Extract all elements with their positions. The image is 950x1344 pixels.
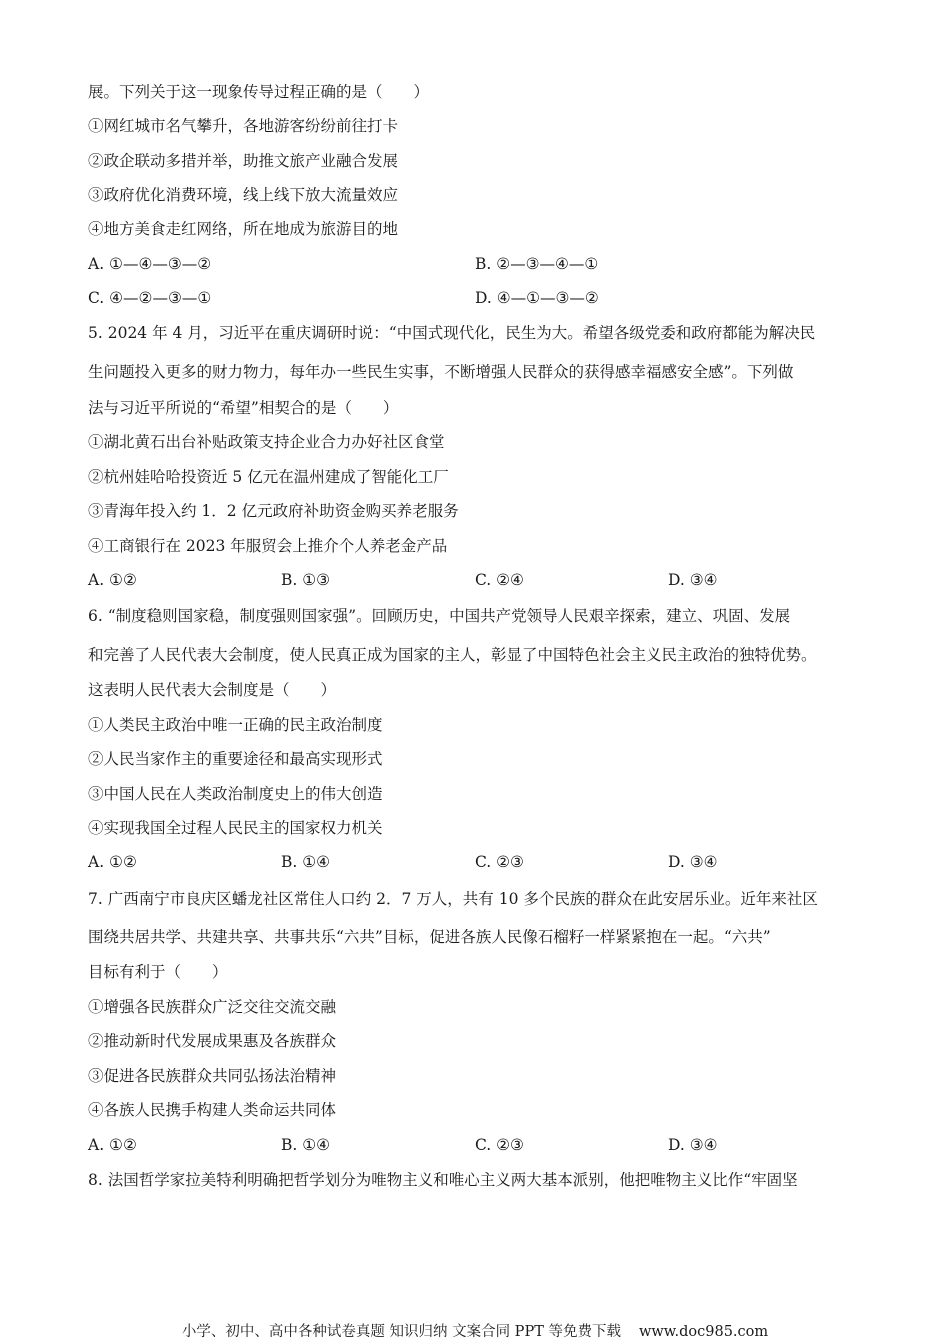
- q4-item-1: ①网红城市名气攀升，各地游客纷纷前往打卡: [88, 117, 399, 135]
- q7-item-2: ②推动新时代发展成果惠及各族群众: [88, 1032, 337, 1050]
- q5-stem-line-3: 法与习近平所说的“希望”相契合的是（ ）: [88, 399, 399, 417]
- q4-item-4: ④地方美食走红网络，所在地成为旅游目的地: [88, 220, 399, 238]
- q7-option-a: A. ①②: [88, 1136, 137, 1154]
- q5-item-2: ②杭州娃哈哈投资近 5 亿元在温州建成了智能化工厂: [88, 468, 449, 486]
- q5-stem-line-2: 生问题投入更多的财力物力，每年办一些民生实事，不断增强人民群众的获得感幸福感安全感”。下列做: [88, 363, 794, 381]
- q7-item-1: ①增强各民族群众广泛交往交流交融: [88, 998, 337, 1016]
- q7-option-d: D. ③④: [668, 1136, 718, 1154]
- q6-stem-line-3: 这表明人民代表大会制度是（ ）: [88, 681, 337, 699]
- q6-stem-line-2: 和完善了人民代表大会制度，使人民真正成为国家的主人，彰显了中国特色社会主义民主政治的独特优势。: [88, 646, 817, 664]
- q6-option-c: C. ②③: [475, 853, 524, 871]
- q6-option-d: D. ③④: [668, 853, 718, 871]
- q5-option-d: D. ③④: [668, 571, 718, 589]
- footer-url[interactable]: www.doc985.com: [638, 1324, 769, 1340]
- q4-item-3: ③政府优化消费环境，线上线下放大流量效应: [88, 186, 399, 204]
- q7-stem-line-2: 围绕共居共学、共建共享、共事共乐“六共”目标，促进各族人民像石榴籽一样紧紧抱在一起。“六共”: [88, 928, 771, 946]
- q5-option-c: C. ②④: [475, 571, 524, 589]
- q7-item-3: ③促进各民族群众共同弘扬法治精神: [88, 1067, 337, 1085]
- q7-option-b: B. ①④: [281, 1136, 331, 1154]
- q7-option-c: C. ②③: [475, 1136, 524, 1154]
- q6-stem-line-1: 6. “制度稳则国家稳，制度强则国家强”。回顾历史，中国共产党领导人民艰辛探索，建立、巩固、发展: [88, 607, 791, 625]
- q5-item-3: ③青海年投入约 1．2 亿元政府补助资金购买养老服务: [88, 502, 459, 520]
- q4-option-d: D. ④—①—③—②: [475, 289, 599, 307]
- q6-item-3: ③中国人民在人类政治制度史上的伟大创造: [88, 785, 383, 803]
- q4-option-b: B. ②—③—④—①: [475, 255, 599, 273]
- footer-text: 小学、初中、高中各种试卷真题 知识归纳 文案合同 PPT 等免费下载: [181, 1324, 621, 1340]
- q5-stem-line-1: 5. 2024 年 4 月，习近平在重庆调研时说：“中国式现代化，民生为大。希望各级党委和政府都能为解决民: [88, 324, 816, 342]
- q7-stem-line-1: 7. 广西南宁市良庆区蟠龙社区常住人口约 2．7 万人，共有 10 多个民族的群众在此安居乐业。近年来社区: [88, 890, 818, 908]
- q4-option-a: A. ①—④—③—②: [88, 255, 212, 273]
- q5-item-1: ①湖北黄石出台补贴政策支持企业合力办好社区食堂: [88, 433, 445, 451]
- q6-item-2: ②人民当家作主的重要途径和最高实现形式: [88, 750, 383, 768]
- q4-item-2: ②政企联动多措并举，助推文旅产业融合发展: [88, 152, 399, 170]
- q6-item-4: ④实现我国全过程人民民主的国家权力机关: [88, 819, 383, 837]
- q8-stem-line-1: 8. 法国哲学家拉美特利明确把哲学划分为唯物主义和唯心主义两大基本派别，他把唯物主义比作“牢固坚: [88, 1171, 798, 1189]
- q7-item-4: ④各族人民携手构建人类命运共同体: [88, 1101, 337, 1119]
- q7-stem-line-3: 目标有利于（ ）: [88, 963, 228, 981]
- q5-item-4: ④工商银行在 2023 年服贸会上推介个人养老金产品: [88, 537, 448, 555]
- q6-option-a: A. ①②: [88, 853, 137, 871]
- q6-option-b: B. ①④: [281, 853, 331, 871]
- q4-option-c: C. ④—②—③—①: [88, 289, 212, 307]
- page-footer: [0, 1323, 950, 1341]
- q5-option-b: B. ①③: [281, 571, 331, 589]
- q4-stem-end: 展。下列关于这一现象传导过程正确的是（ ）: [88, 83, 430, 101]
- q6-item-1: ①人类民主政治中唯一正确的民主政治制度: [88, 716, 383, 734]
- q5-option-a: A. ①②: [88, 571, 137, 589]
